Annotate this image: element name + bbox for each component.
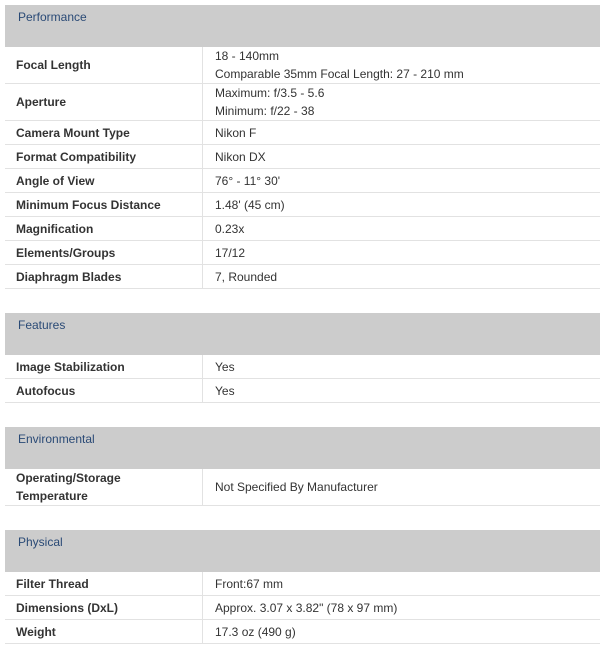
spec-value: Not Specified By Manufacturer — [203, 469, 601, 506]
section-header — [5, 313, 600, 355]
section-spacer — [5, 506, 600, 530]
spec-value — [203, 47, 601, 84]
section-header — [5, 530, 600, 572]
spec-table — [5, 572, 600, 644]
spec-label: Autofocus — [5, 379, 203, 403]
spec-value-line: 18 - 140mm — [215, 49, 280, 63]
spec-label: Magnification — [5, 217, 203, 241]
spec-row-filter-thread — [5, 572, 600, 596]
spec-label: Image Stabilization — [5, 355, 203, 379]
spec-row-diaphragm — [5, 265, 600, 289]
spec-row-format — [5, 145, 600, 169]
spec-label: Weight — [5, 620, 203, 644]
spec-value: Yes — [203, 379, 601, 403]
section-title: Performance — [18, 10, 87, 24]
spec-label: Dimensions (DxL) — [5, 596, 203, 620]
spec-value-line: Comparable 35mm Focal Length: 27 - 210 mm — [215, 67, 464, 81]
spec-label: Camera Mount Type — [5, 121, 203, 145]
section-spacer — [5, 403, 600, 427]
section-performance — [5, 5, 600, 289]
section-title: Physical — [18, 535, 63, 549]
spec-label — [5, 469, 203, 506]
spec-label: Minimum Focus Distance — [5, 193, 203, 217]
spec-value: Front:67 mm — [203, 572, 601, 596]
spec-row-image-stabilization — [5, 355, 600, 379]
spec-value: Approx. 3.07 x 3.82" (78 x 97 mm) — [203, 596, 601, 620]
spec-label-line: Operating/Storage — [16, 471, 121, 485]
spec-row-dimensions — [5, 596, 600, 620]
spec-value-line: Maximum: f/3.5 - 5.6 — [215, 86, 325, 100]
section-physical — [5, 530, 600, 644]
spec-label: Format Compatibility — [5, 145, 203, 169]
spec-value: 1.48' (45 cm) — [203, 193, 601, 217]
spec-row-aperture — [5, 84, 600, 121]
spec-row-magnification — [5, 217, 600, 241]
section-spacer — [5, 289, 600, 313]
spec-label: Diaphragm Blades — [5, 265, 203, 289]
section-header — [5, 5, 600, 47]
spec-value: 7, Rounded — [203, 265, 601, 289]
spec-row-angle-of-view — [5, 169, 600, 193]
spec-value: 17.3 oz (490 g) — [203, 620, 601, 644]
spec-row-min-focus — [5, 193, 600, 217]
section-title: Features — [18, 318, 66, 332]
spec-row-autofocus — [5, 379, 600, 403]
spec-value: 17/12 — [203, 241, 601, 265]
spec-table — [5, 47, 600, 289]
spec-label-line: Temperature — [16, 489, 88, 503]
spec-value: 76° - 11° 30' — [203, 169, 601, 193]
spec-label: Aperture — [5, 84, 203, 121]
spec-value: Nikon F — [203, 121, 601, 145]
spec-label: Elements/Groups — [5, 241, 203, 265]
spec-sheet — [5, 5, 600, 644]
spec-label: Filter Thread — [5, 572, 203, 596]
spec-value — [203, 84, 601, 121]
section-features — [5, 313, 600, 403]
spec-row-elements-groups — [5, 241, 600, 265]
section-header — [5, 427, 600, 469]
spec-row-operating-temperature — [5, 469, 600, 506]
spec-row-weight — [5, 620, 600, 644]
spec-label: Angle of View — [5, 169, 203, 193]
spec-row-camera-mount — [5, 121, 600, 145]
spec-table — [5, 355, 600, 403]
spec-value: 0.23x — [203, 217, 601, 241]
spec-table — [5, 469, 600, 506]
spec-value-line: Minimum: f/22 - 38 — [215, 104, 315, 118]
spec-row-focal-length — [5, 47, 600, 84]
spec-label: Focal Length — [5, 47, 203, 84]
spec-value: Nikon DX — [203, 145, 601, 169]
section-title: Environmental — [18, 432, 95, 446]
spec-value: Yes — [203, 355, 601, 379]
section-environmental — [5, 427, 600, 506]
